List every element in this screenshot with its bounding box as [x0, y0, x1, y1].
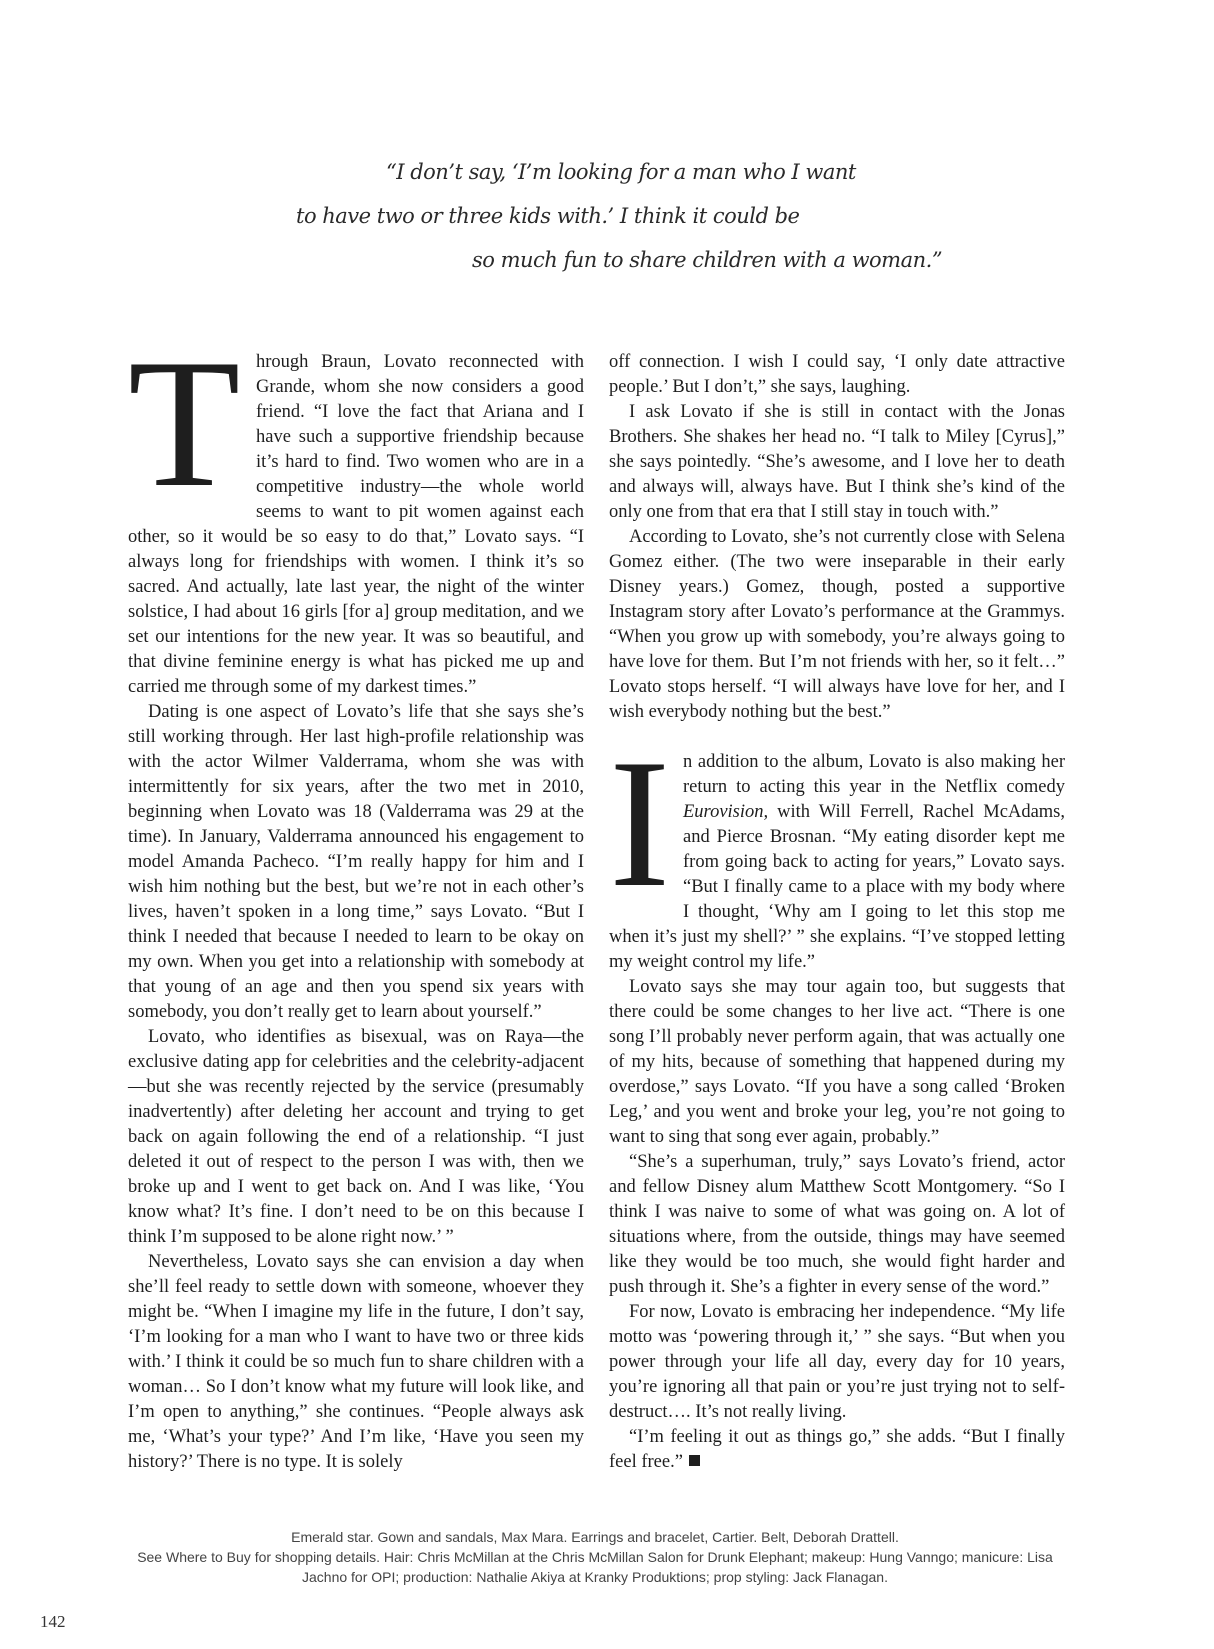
- article-paragraph: “She’s a superhuman, truly,” says Lovato’s friend, actor and fellow Disney alum Matthew Scott Montgomery. “So I think I was naive to some of what was going on. A lot of situations where, from the outside, things may have seemed like they would be too much, she would fight harder and push through it. She’s a fighter in every sense of the word.”: [609, 1152, 1065, 1297]
- drop-cap: T: [128, 321, 241, 525]
- page-number: 142: [40, 1612, 66, 1631]
- pull-quote-line: “I don’t say, ‘I’m looking for a man who I want: [386, 160, 856, 184]
- article-paragraph: Dating is one aspect of Lovato’s life that she says she’s still working through. Her last high-profile relationship was with the actor Wilmer Valderrama, whom she was with intermittently for six years, after the two met in 2010, beginning when Lovato was 18 (Valderrama was 29 at the time). In January, Valderrama announced his engagement to model Amanda Pacheco. “I’m really happy for him and I wish him nothing but the best, but we’re not in each other’s lives, haven’t spoken in a long time,” says Lovato. “But I think I needed that because I needed to learn to be okay on my own. When you get into a relationship with somebody at that young of an age and then you spend six years with somebody, you don’t really get to learn about yourself.”: [128, 702, 584, 1022]
- paragraph-text: n addition to the album, Lovato is also making her return to acting this year in the Netflix comedy: [683, 752, 1065, 797]
- article-paragraph: According to Lovato, she’s not currently close with Selena Gomez either. (The two were inseparable in their early Disney years.) Gomez, though, posted a supportive Instagram story after Lovato’s performance at the Grammys. “When you grow up with somebody, you’re always going to have love for them. But I’m not friends with her, so it felt…” Lovato stops herself. “I will always have love for her, and I wish everybody nothing but the best.”: [609, 527, 1065, 722]
- article-paragraph: [128, 321, 584, 700]
- title-italic: Eurovision,: [683, 802, 769, 822]
- article-paragraph: [609, 1425, 1065, 1475]
- paragraph-text: hrough Braun, Lovato reconnected with Grande, whom she now considers a good friend. “I love the fact that Ariana and I have such a supportive friendship because it’s hard to find. Two women who are in a competitive industry—the whole world seems to want to pit women against each other, so it would be so easy to do that,” Lovato says. “I always long for friendships with women. I think it’s so sacred. And actually, late last year, the night of the winter solstice, I had about 16 girls [for a] group meditation, and we set our intentions for the new year. It was so beautiful, and that divine feminine energy is what has picked me up and carried me through some of my darkest times.”: [128, 352, 584, 697]
- paragraph-text: “I’m feeling it out as things go,” she adds. “But I finally feel free.”: [609, 1427, 1065, 1472]
- drop-cap: I: [609, 721, 671, 925]
- article-paragraph: Lovato, who identifies as bisexual, was on Raya—the exclusive dating app for celebrities and the celebrity-adjacent—but she was recently rejected by the service (presumably inadvertently) after deleting her account and trying to get back on again following the end of a relationship. “I just deleted it out of respect to the person I was with, then we broke up and I went to get back on. And I was like, ‘You know what? It’s fine. I don’t need to be on this because I think I’m supposed to be alone right now.’ ”: [128, 1027, 584, 1247]
- article-paragraph: [609, 721, 1065, 975]
- article-paragraph: Lovato says she may tour again too, but suggests that there could be some changes to her live act. “There is one song I’ll probably never perform again, that was actually one of my hits, because of something that happened during my overdose,” says Lovato. “If you have a song called ‘Broken Leg,’ and you went and broke your leg, you’re not going to want to sing that song ever again, probably.”: [609, 977, 1065, 1147]
- paragraph-text: with Will Ferrell, Rachel McAdams, and Pierce Brosnan. “My eating disorder kept me from going back to acting for years,” Lovato says. “But I finally came to a place with my body where I thought, ‘Why am I going to let this stop me when it’s just my shell?’ ” she explains. “I’ve stopped letting my weight control my life.”: [609, 802, 1065, 972]
- article-column-right: [609, 350, 1065, 1475]
- credits-line: See Where to Buy for shopping details. Hair: Chris McMillan at the Chris McMillan Salon for Drunk Elephant; makeup: Hung Vanngo; manicure: Lisa Jachno for OPI; production: Nathalie Akiya at Kranky Produktions; prop styling: Jack Flanagan.: [137, 1549, 1053, 1585]
- article-column-left: [128, 321, 584, 1475]
- article-paragraph: I ask Lovato if she is still in contact with the Jonas Brothers. She shakes her head no. “I talk to Miley [Cyrus],” she says pointedly. “She’s awesome, and I love her to death and always will, always have. But I think she’s kind of the only one from that era that I still stay in touch with.”: [609, 402, 1065, 522]
- photo-credits: [128, 1527, 1062, 1587]
- pull-quote-line: to have two or three kids with.’ I think it could be: [296, 204, 800, 228]
- article-paragraph: For now, Lovato is embracing her independence. “My life motto was ‘powering through it,’ ” she says. “But when you power through your life all day, every day for 10 years, you’re ignoring all that pain or you’re just trying not to self-destruct…. It’s not really living.: [609, 1302, 1065, 1422]
- section-break: [609, 725, 1065, 750]
- credits-line: Emerald star. Gown and sandals, Max Mara. Earrings and bracelet, Cartier. Belt, Deborah Drattell.: [291, 1529, 899, 1545]
- pull-quote-line: so much fun to share children with a woman.”: [472, 248, 943, 272]
- article-paragraph: off connection. I wish I could say, ‘I only date attractive people.’ But I don’t,” she says, laughing.: [609, 352, 1065, 397]
- end-mark-icon: [689, 1455, 700, 1466]
- article-paragraph: Nevertheless, Lovato says she can envision a day when she’ll feel ready to settle down with someone, whoever they might be. “When I imagine my life in the future, I don’t say, ‘I’m looking for a man who I want to have two or three kids with.’ I think it could be so much fun to share children with a woman… So I don’t know what my future will look like, and I’m open to anything,” she continues. “People always ask me, ‘What’s your type?’ And I’m like, ‘Have you seen my history?’ There is no type. It is solely: [128, 1252, 584, 1472]
